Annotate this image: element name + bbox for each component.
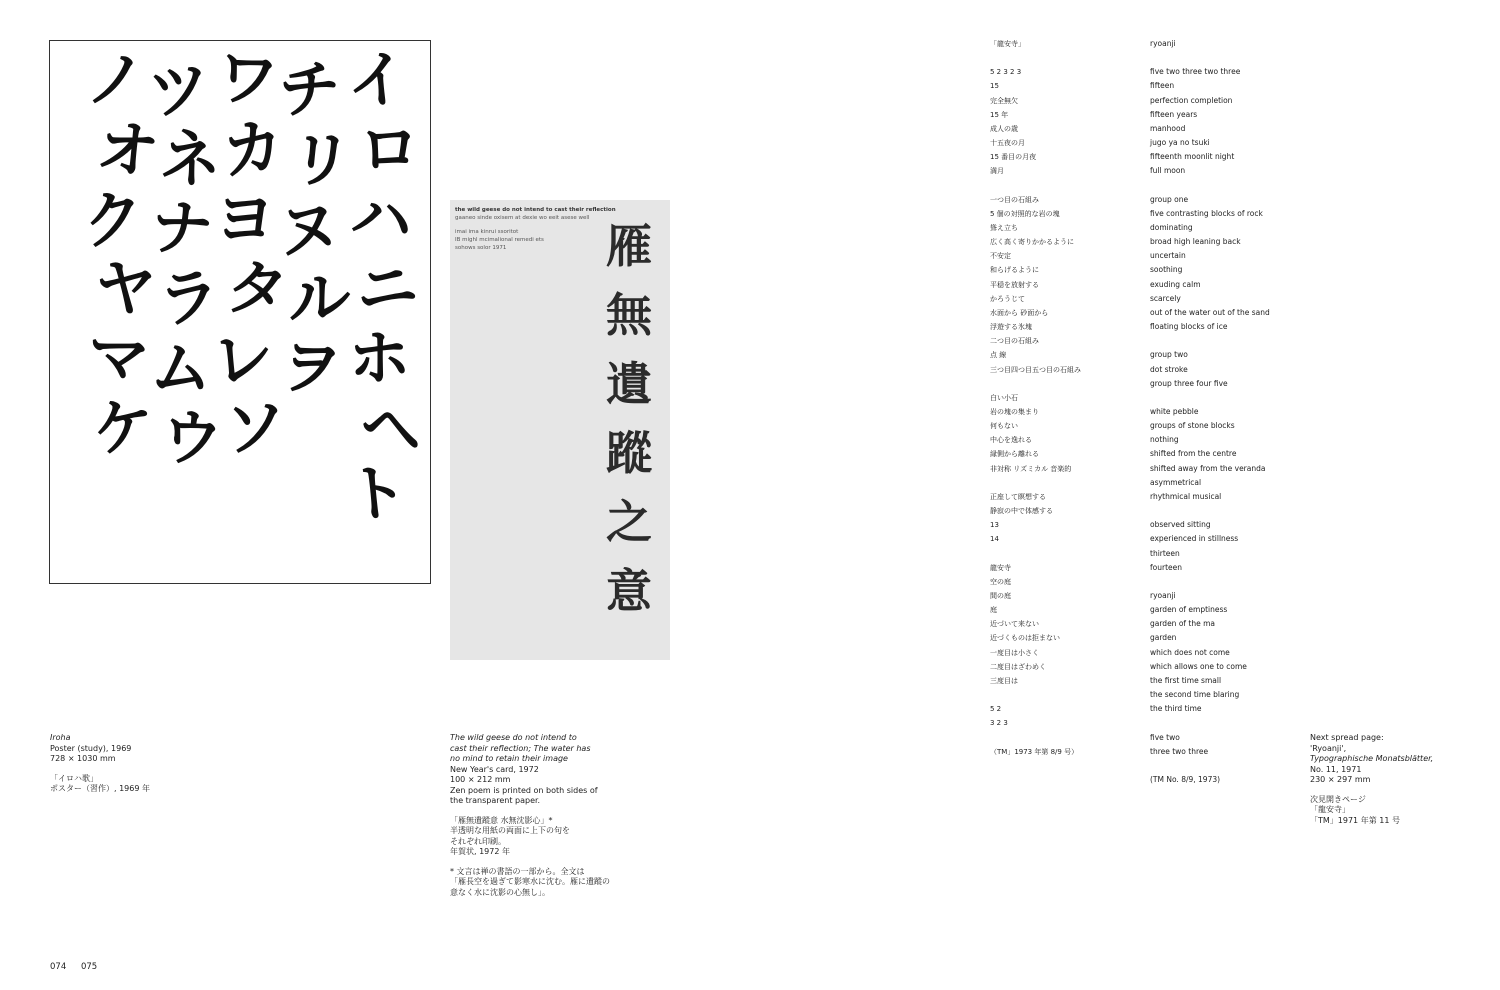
poem-en-line: shifted from the centre <box>1150 449 1237 459</box>
caption-line-jp: 年賀状, 1972 年 <box>450 847 510 856</box>
card-header-text <box>455 206 616 252</box>
poem-en-line: observed sitting <box>1150 520 1211 530</box>
poster-katakana: ネ <box>159 123 222 196</box>
poem-jp-line: 二つ目の石組み <box>990 337 1039 346</box>
poem-en-line: thirteen <box>1150 548 1180 558</box>
poem-jp-line: 13 <box>990 521 999 530</box>
poem-en-line: broad high leaning back <box>1150 237 1241 247</box>
caption-line: New Year's card, 1972 <box>450 764 539 774</box>
poem-en-line: five two three two three <box>1150 67 1241 77</box>
card-header-line: imai ima kinrui ssoritot <box>455 229 519 235</box>
poem-jp-line: 15 <box>990 82 999 91</box>
caption-line-jp: 「龍安寺」 <box>1310 805 1350 814</box>
poster-katakana: カ <box>218 110 288 189</box>
poster-katakana: チ <box>278 54 341 127</box>
caption-line-jp: それぞれ印刷。 <box>450 836 506 846</box>
poem-en-line: the second time blaring <box>1150 690 1240 700</box>
caption-line-jp: 「雁無遺蹤意 水無沈影心」* <box>450 815 553 825</box>
poster-katakana: ヘ <box>356 389 426 469</box>
poem-jp-line: 三つ目四つ目五つ目の石組み <box>990 365 1081 374</box>
poem-jp-line: 成人の歳 <box>990 124 1018 133</box>
card-kanji-character: 意 <box>606 564 652 618</box>
poster-katakana: ナ <box>147 189 216 268</box>
poem-jp-line: 水面から 砂面から <box>990 308 1049 317</box>
poem-jp-line: 不安定 <box>990 252 1011 261</box>
poem-jp-line: 広く高く寄りかかるように <box>990 238 1074 247</box>
caption-line: 'Ryoanji', <box>1310 743 1347 753</box>
poem-en-line: which allows one to come <box>1150 661 1247 671</box>
poem-jp-line: 15 年 <box>990 110 1009 119</box>
poem-jp-line: かろうじて <box>990 294 1025 303</box>
poem-en-line: uncertain <box>1150 251 1186 261</box>
poster-katakana: ヨ <box>214 183 276 256</box>
caption-wild-geese <box>450 733 610 898</box>
poster-katakana: ニ <box>352 249 422 328</box>
poem-en-line: ryoanji <box>1150 39 1176 48</box>
poem-jp-line: 5 2 <box>990 705 1002 714</box>
caption-line: Next spread page: <box>1310 733 1384 742</box>
caption-line-jp: 半透明な用紙の両面に上下の句を <box>450 826 570 835</box>
poem-en-line: groups of stone blocks <box>1150 421 1235 431</box>
iroha-poster-strokes <box>50 41 430 583</box>
poem-en-line: ryoanji <box>1150 591 1176 600</box>
poem-jp-line: 5 個の対照的な岩の塊 <box>990 209 1060 218</box>
poem-jp-line: 間の庭 <box>990 592 1011 601</box>
poem-jp-line: 5 2 3 2 3 <box>990 68 1022 77</box>
poster-katakana: ソ <box>224 392 286 465</box>
poster-katakana: オ <box>93 111 163 190</box>
poster-katakana: リ <box>286 121 356 200</box>
poster-katakana: タ <box>222 250 292 329</box>
poster-katakana: ラ <box>154 259 224 338</box>
poem-en-line: rhythmical musical <box>1150 491 1222 501</box>
poem-en-line: (TM No. 8/9, 1973) <box>1150 775 1221 784</box>
poem-en-line: jugo ya no tsuki <box>1150 138 1210 148</box>
poem-en-line: exuding calm <box>1150 279 1201 289</box>
poem-jp-line: 非対称 リズミカル 音楽的 <box>990 464 1072 473</box>
poem-en-line: the third time <box>1150 704 1202 714</box>
poster-katakana: マ <box>83 319 153 398</box>
poem-en-line: fourteen <box>1150 562 1182 572</box>
caption-note: 意なく水に沈影の心無し」。 <box>450 887 550 897</box>
poster-katakana: ヲ <box>276 329 346 408</box>
card-header-line: the wild geese do not intend to cast their reflection <box>455 207 616 213</box>
poem-jp-line: 聳え立ち <box>990 224 1018 232</box>
poem-en-line: three two three <box>1150 746 1209 756</box>
poem-jp-line: 満月 <box>990 167 1004 176</box>
poem-jp-line: 何もない <box>990 422 1018 431</box>
poem-jp-line: 岩の塊の集まり <box>990 408 1039 417</box>
poem-en-line: white pebble <box>1150 407 1199 416</box>
poster-katakana: イ <box>342 41 412 120</box>
poem-english-column <box>1150 37 1270 787</box>
poem-jp-line: 点 線 <box>990 351 1007 360</box>
poster-katakana: ノ <box>84 44 147 117</box>
poem-en-line: group two <box>1150 350 1188 360</box>
poem-en-line: fifteen <box>1150 81 1175 91</box>
poster-katakana: ト <box>342 454 412 533</box>
poem-jp-line: 十五夜の月 <box>990 139 1025 148</box>
poster-katakana: ヌ <box>274 190 343 269</box>
caption-line-jp: ポスター（習作）, 1969 年 <box>50 784 150 793</box>
poem-en-line: shifted away from the veranda <box>1150 463 1266 473</box>
caption-iroha <box>50 733 150 795</box>
caption-line: Zen poem is printed on both sides of <box>450 785 598 795</box>
poem-en-line: group three four five <box>1150 378 1228 388</box>
poster-katakana: ル <box>288 262 351 335</box>
caption-title: Iroha <box>50 733 71 742</box>
poster-katakana: レ <box>208 320 278 399</box>
poem-en-line: nothing <box>1150 435 1179 445</box>
poem-en-line: manhood <box>1150 123 1186 133</box>
caption-line: 230 × 297 mm <box>1310 775 1371 784</box>
poem-jp-line: 正座して瞑想する <box>990 492 1046 501</box>
caption-line: 100 × 212 mm <box>450 775 511 784</box>
poster-katakana: ロ <box>358 113 421 186</box>
poem-jp-line: 近づくものは拒まない <box>990 634 1060 643</box>
poem-en-line: scarcely <box>1150 293 1181 303</box>
caption-title: The wild geese do not intend to <box>450 733 577 742</box>
poem-jp-line: 平穏を放射する <box>990 280 1039 289</box>
poem-en-line: fifteen years <box>1150 109 1198 119</box>
poster-katakana: ワ <box>212 41 282 119</box>
poem-jp-line: 一度目は小さく <box>990 648 1039 657</box>
caption-note: * 文言は禅の書語の一部から。全文は <box>450 866 585 876</box>
caption-line-jp: 次見開きページ <box>1310 794 1366 804</box>
card-kanji-character: 之 <box>606 495 652 549</box>
poem-en-line: garden <box>1150 633 1177 643</box>
poem-en-line: five two <box>1150 732 1180 742</box>
poem-jp-line: 「龍安寺」 <box>990 40 1025 48</box>
poem-en-line: out of the water out of the sand <box>1150 307 1270 317</box>
poem-jp-line: 浮遊する氷塊 <box>990 323 1032 332</box>
poster-katakana: ハ <box>347 180 416 259</box>
poem-en-line: soothing <box>1150 265 1183 275</box>
poem-en-line: which does not come <box>1150 647 1230 657</box>
poem-jp-line: 二度目はざわめく <box>990 662 1046 671</box>
card-kanji-character: 雁 <box>606 219 652 273</box>
card-kanji-character: 蹤 <box>606 426 652 480</box>
poem-en-line: perfection completion <box>1150 95 1233 105</box>
poem-jp-line: 三度目は <box>990 676 1018 685</box>
poem-en-line: dot stroke <box>1150 364 1188 374</box>
caption-note: 「雁長空を過ぎて影寒水に沈む。雁に遺蹤の <box>450 877 610 886</box>
poem-en-line: dominating <box>1150 223 1193 232</box>
new-years-card <box>450 200 670 660</box>
card-kanji-character: 遺 <box>606 357 652 411</box>
page-number-left: 074 <box>50 962 67 972</box>
poem-jp-line: 14 <box>990 535 999 544</box>
card-header-line: gaaneo sinde oxisem at dexie wo eeit asese well <box>455 215 590 221</box>
poem-en-line: floating blocks of ice <box>1150 322 1228 332</box>
poem-jp-line: 庭 <box>990 606 997 615</box>
caption-title: cast their reflection; The water has <box>450 743 591 753</box>
poem-japanese-column <box>990 37 1081 759</box>
caption-next-spread <box>1310 733 1433 826</box>
poem-jp-line: 縁側から離れる <box>990 450 1039 459</box>
page-numbers <box>50 962 109 972</box>
poem-jp-line: 中心を逸れる <box>990 436 1032 445</box>
poem-en-line: full moon <box>1150 166 1186 176</box>
iroha-poster <box>49 40 431 584</box>
card-header-line: sohows solor 1971 <box>455 245 507 251</box>
poster-katakana: ケ <box>88 388 158 467</box>
caption-line-jp: 「イロハ歌」 <box>50 773 98 783</box>
card-kanji-character: 無 <box>606 288 652 342</box>
caption-title: no mind to retain their image <box>450 754 568 763</box>
poem-en-line: garden of the ma <box>1150 619 1216 629</box>
card-header-line: IB mighl mcimalional remedi ets <box>455 237 544 243</box>
poem-en-line: garden of emptiness <box>1150 605 1228 615</box>
poem-jp-line: 和らげるように <box>990 266 1039 275</box>
caption-line-jp: 「TM」1971 年第 11 号 <box>1310 815 1400 825</box>
caption-title: Typographische Monatsblätter, <box>1310 754 1434 763</box>
poster-katakana: ツ <box>144 51 214 130</box>
poem-jp-line: 一つ目の石組み <box>990 195 1039 204</box>
card-zen-poem <box>596 212 662 626</box>
poster-katakana: ホ <box>348 322 411 395</box>
poem-en-line: asymmetrical <box>1150 477 1202 487</box>
caption-line: the transparent paper. <box>450 796 541 805</box>
caption-line: 728 × 1030 mm <box>50 754 116 763</box>
poem-jp-line: （TM」1973 年第 8/9 号） <box>990 747 1079 756</box>
poem-jp-line: 完全無欠 <box>990 96 1018 105</box>
poster-katakana: ク <box>79 180 148 259</box>
poem-jp-line: 3 2 3 <box>990 719 1008 728</box>
poem-jp-line: 白い小石 <box>990 393 1018 402</box>
poster-katakana: ヤ <box>94 253 157 326</box>
poem-en-line: fifteenth moonlit night <box>1150 152 1235 162</box>
poem-jp-line: 15 番目の月夜 <box>990 153 1037 162</box>
page-number-right: 075 <box>80 962 98 972</box>
poem-jp-line: 空の庭 <box>990 577 1011 586</box>
poem-en-line: the first time small <box>1150 675 1222 685</box>
poster-katakana: ム <box>149 332 212 405</box>
caption-line: No. 11, 1971 <box>1310 764 1362 774</box>
poem-jp-line: 近づいて来ない <box>990 620 1039 629</box>
poster-katakana: ウ <box>156 399 226 478</box>
caption-line: Poster (study), 1969 <box>50 743 132 753</box>
poem-en-line: group one <box>1150 194 1189 204</box>
poem-en-line: five contrasting blocks of rock <box>1150 208 1263 218</box>
poem-jp-line: 静寂の中で体感する <box>990 507 1053 516</box>
poem-en-line: experienced in stillness <box>1150 534 1239 544</box>
poem-jp-line: 龍安寺 <box>990 563 1011 572</box>
